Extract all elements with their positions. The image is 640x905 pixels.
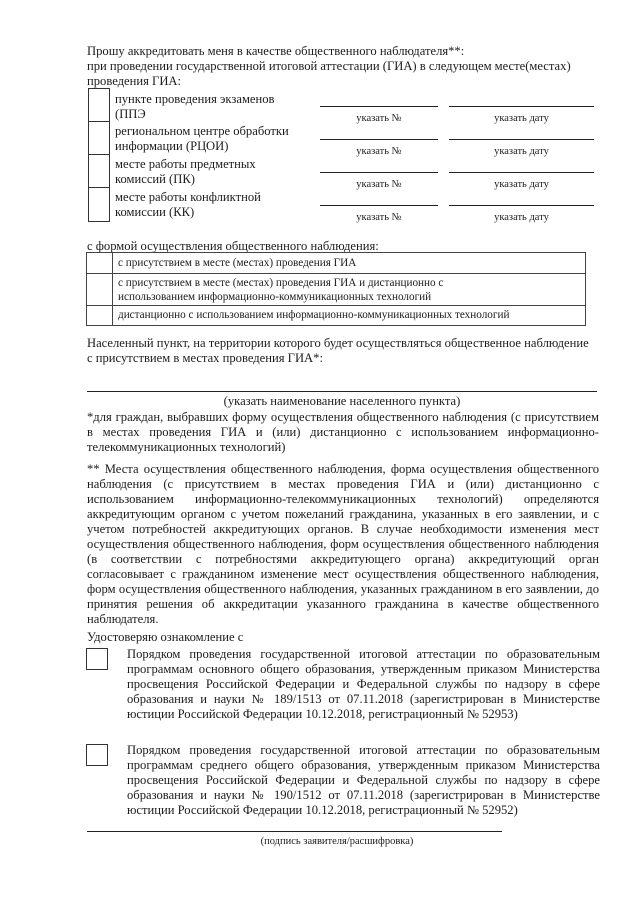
settlement-line-1: Населенный пункт, на территории которого будет осуществляться общественное наблюдение: [87, 336, 589, 350]
place-ppe-checkbox[interactable]: [88, 88, 110, 123]
place-kk-number-caption: указать №: [356, 212, 402, 223]
place-rcoi-date-caption: указать дату: [494, 146, 549, 157]
place-kk-label-line1: месте работы конфликтной: [115, 190, 261, 204]
place-rcoi-label-line2: информации (РЦОИ): [115, 139, 229, 153]
place-pk-date-caption: указать дату: [494, 179, 549, 190]
form-option-1-label: [112, 252, 586, 274]
form-option-2-line2: использованием информационно-коммуникационных технологий: [118, 291, 432, 303]
place-ppe-date-caption: указать дату: [494, 113, 549, 124]
intro-line-1: Прошу аккредитовать меня в качестве общественного наблюдателя**:: [87, 44, 465, 58]
place-pk-checkbox[interactable]: [88, 154, 110, 189]
ack-oge-checkbox[interactable]: [86, 648, 108, 670]
place-kk-label: [115, 190, 315, 220]
ack-ege-checkbox[interactable]: [86, 744, 108, 766]
form-option-1-line1: с присутствием в месте (местах) проведения ГИА: [118, 257, 357, 269]
place-pk-date-line[interactable]: [449, 172, 594, 173]
place-ppe-label-line2: (ППЭ: [115, 107, 146, 121]
place-kk-checkbox[interactable]: [88, 187, 110, 222]
form-option-2-line1: с присутствием в месте (местах) проведения ГИА и дистанционно с: [118, 277, 444, 289]
place-rcoi-date-line[interactable]: [449, 139, 594, 140]
place-ppe-label-line1: пункте проведения экзаменов: [115, 92, 275, 106]
intro-line-2: при проведении государственной итоговой аттестации (ГИА) в следующем месте(местах): [87, 59, 571, 73]
form-option-2-checkbox[interactable]: [86, 273, 113, 306]
footnote-single-star: *для граждан, выбравших форму осуществления общественного наблюдения (с присутствием в местах проведения ГИА и (или) дистанционно с использованием информационно-телекоммуникационных технологий): [87, 410, 599, 454]
place-rcoi-checkbox[interactable]: [88, 121, 110, 156]
form-option-3-checkbox[interactable]: [86, 305, 113, 326]
place-pk-label-line1: месте работы предметных: [115, 157, 256, 171]
place-pk-number-line[interactable]: [320, 172, 438, 173]
place-rcoi-label-line1: региональном центре обработки: [115, 124, 289, 138]
form-option-1-checkbox[interactable]: [86, 252, 113, 274]
ack-ege-text: Порядком проведения государственной итоговой аттестации по образовательным программам среднего общего образования, утвержденным приказом Министерства просвещения Российской Федерации и Федеральной службы по надзору в сфере образования и науки № 190/1512 от 07.11.2018 (зарегистрирован в Министерстве юстиции Российской Федерации 10.12.2018, регистрационный № 52952): [127, 743, 600, 817]
settlement-caption: (указать наименование населенного пункта): [223, 394, 461, 408]
forms-table: [86, 252, 586, 326]
place-ppe-date-line[interactable]: [449, 106, 594, 107]
place-ppe-number-caption: указать №: [356, 113, 402, 124]
form-option-2-label: [112, 273, 586, 306]
place-rcoi-number-line[interactable]: [320, 139, 438, 140]
intro-line-3: проведения ГИА:: [87, 74, 182, 88]
place-kk-number-line[interactable]: [320, 205, 438, 206]
footnote-double-star: ** Места осуществления общественного наблюдения, форма осуществления общественного наблюдения (с присутствием в местах проведения ГИА и (или) дистанционно с использованием информационно-телекоммуникационных технологий) определяются аккредитующим органом с учетом пожеланий гражданина, указанных в его заявлении, и с учетом потребностей аккредитующих органов. В случае необходимости изменения мест осуществления общественного наблюдения, форм осуществления общественного наблюдения (в соответствии с потребностями аккредитующего органа) аккредитующий орган согласовывает с гражданином изменение мест осуществления общественного наблюдения, форм осуществления общественного наблюдения, указанных гражданином в его заявлении, до принятия решения об аккредитации указанного гражданина в качестве общественного наблюдателя.: [87, 462, 599, 626]
place-kk-date-caption: указать дату: [494, 212, 549, 223]
acknowledge-heading: Удостоверяю ознакомление с: [87, 630, 244, 644]
place-pk-label-line2: комиссий (ПК): [115, 172, 195, 186]
place-rcoi-label: [115, 124, 315, 154]
place-ppe-label: [115, 92, 315, 122]
place-rcoi-number-caption: указать №: [356, 146, 402, 157]
place-kk-label-line2: комиссии (КК): [115, 205, 195, 219]
place-pk-label: [115, 157, 315, 187]
place-kk-date-line[interactable]: [449, 205, 594, 206]
place-pk-number-caption: указать №: [356, 179, 402, 190]
form-option-3-label: [112, 305, 586, 326]
ack-oge-text: Порядком проведения государственной итоговой аттестации по образовательным программам основного общего образования, утвержденным приказом Министерства просвещения Российской Федерации и Федеральной службы по надзору в сфере образования и науки № 189/1513 от 07.11.2018 (зарегистрирован в Министерстве юстиции Российской Федерации 10.12.2018, регистрационный № 52953): [127, 647, 600, 721]
form-option-3-line1: дистанционно с использованием информационно-коммуникационных технологий: [118, 309, 510, 321]
settlement-line-2: с присутствием в местах проведения ГИА*:: [87, 351, 323, 365]
settlement-input-line[interactable]: [87, 391, 597, 392]
form-heading: с формой осуществления общественного наблюдения:: [87, 239, 379, 253]
place-ppe-number-line[interactable]: [320, 106, 438, 107]
signature-caption: (подпись заявителя/расшифровка): [260, 836, 414, 847]
signature-line[interactable]: [87, 831, 502, 832]
